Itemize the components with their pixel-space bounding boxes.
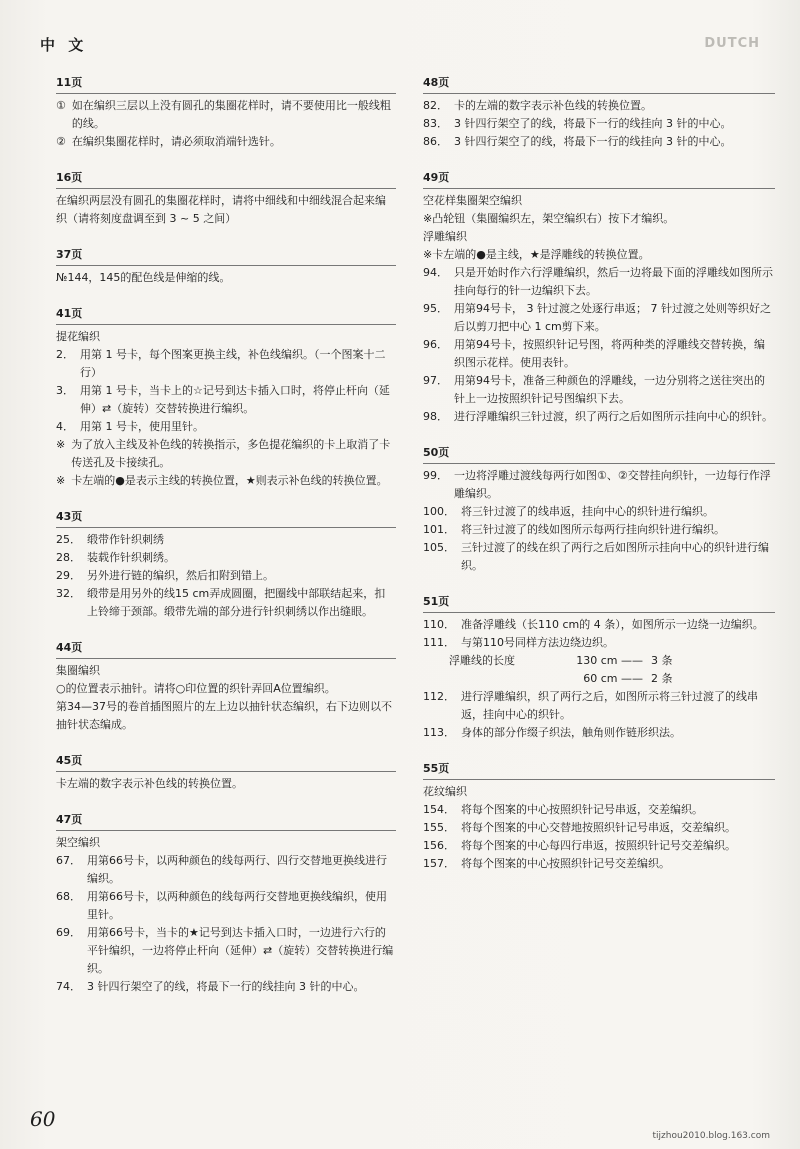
thread-length-row: [443, 670, 775, 688]
instruction-line: [56, 852, 396, 888]
instruction-line: [423, 115, 775, 133]
item-text: 用第66号卡，以两种颜色的线每两行、四行交替地更换线进行编织。: [87, 854, 387, 885]
left-column: [56, 74, 396, 1014]
instruction-line: [423, 372, 775, 408]
item-text: 浮雕编织: [423, 230, 467, 243]
instruction-line: [423, 408, 775, 426]
thread-length-label: 浮雕线的长度: [449, 654, 515, 667]
item-text: 用第94号卡， 3 针过渡之处逐行串返； 7 针过渡之处则等织好之后以剪刀把中心 1 cm剪下来。: [454, 302, 771, 333]
page-section: [56, 74, 396, 151]
item-text: 进行浮雕编织三针过渡，织了两行之后如图所示挂向中心的织针。: [454, 410, 773, 423]
right-column: [423, 74, 775, 891]
item-number: ※: [56, 474, 66, 487]
item-text: 用第 1 号卡，当卡上的☆记号到达卡插入口时，将停止杆向（延伸）⇄（旋转）交替转换进行编织。: [80, 384, 390, 415]
instruction-line: [56, 436, 396, 472]
instruction-line: [423, 210, 775, 228]
item-number: ①: [56, 99, 66, 112]
instruction-line: [56, 834, 396, 852]
item-number: 67．: [56, 854, 81, 867]
item-text: 进行浮雕编织，织了两行之后，如图所示将三针过渡了的线串返，挂向中心的织针。: [461, 690, 758, 721]
item-text: 与第110号同样方法边绕边织。: [461, 636, 614, 649]
item-text: 架空编织: [56, 836, 100, 849]
instruction-line: [423, 724, 775, 742]
item-text: 将三针过渡了的线如图所示每两行挂向织针进行编织。: [461, 523, 725, 536]
item-text: 花纹编织: [423, 785, 467, 798]
item-number: ②: [56, 135, 66, 148]
item-text: 为了放入主线及补色线的转换指示，多色提花编织的卡上取消了卡传送孔及卡接续孔。: [71, 438, 391, 469]
instruction-line: [423, 133, 775, 151]
blog-watermark: tijzhou2010.blog.163.com: [652, 1131, 770, 1141]
instruction-line: [56, 585, 396, 621]
item-text: 3 针四行架空了的线，将最下一行的线挂向 3 针的中心。: [87, 980, 365, 993]
instruction-line: [56, 978, 396, 996]
item-text: ○的位置表示抽针。请将○印位置的织针弄回A位置编织。: [56, 682, 336, 695]
instruction-line: [423, 246, 775, 264]
section-page-heading: 37页: [56, 246, 396, 266]
item-number: ※: [56, 438, 66, 451]
item-number: 4．: [56, 420, 74, 433]
item-number: 94．: [423, 266, 448, 279]
section-page-heading: 55页: [423, 760, 775, 780]
instruction-line: [423, 783, 775, 801]
instruction-line: [423, 837, 775, 855]
section-page-heading: 45页: [56, 752, 396, 772]
instruction-line: [56, 192, 396, 228]
page-section: [423, 169, 775, 426]
item-number: 105．: [423, 541, 455, 554]
section-page-heading: 48页: [423, 74, 775, 94]
instruction-line: [423, 503, 775, 521]
instruction-line: [423, 819, 775, 837]
item-text: 将每个图案的中心按照织针记号交差编织。: [461, 857, 670, 870]
instruction-line: [423, 264, 775, 300]
item-text: 3 针四行架空了的线，将最下一行的线挂向 3 针的中心。: [454, 135, 732, 148]
item-text: 在编织两层没有圆孔的集圈花样时，请将中细线和中细线混合起来编织（请将刻度盘调至到 3 ~ 5 之间）: [56, 194, 386, 225]
section-page-heading: 49页: [423, 169, 775, 189]
item-number: 32．: [56, 587, 81, 600]
instruction-line: [423, 801, 775, 819]
instruction-line: [56, 346, 396, 382]
item-number: 29．: [56, 569, 81, 582]
item-number: 96．: [423, 338, 448, 351]
item-text: №144，145的配色线是伸缩的线。: [56, 271, 231, 284]
section-page-heading: 41页: [56, 305, 396, 325]
item-text: 将三针过渡了的线串返，挂向中心的织针进行编织。: [461, 505, 714, 518]
item-text: 用第94号卡，按照织针记号图，将两种类的浮雕线交替转换，编织图示花样。使用表针。: [454, 338, 765, 369]
item-text: 在编织集圈花样时，请必须取消端针选针。: [71, 135, 281, 148]
instruction-line: [56, 662, 396, 680]
instruction-line: [423, 336, 775, 372]
thread-count: 2 条: [651, 672, 673, 685]
item-number: 157．: [423, 857, 455, 870]
item-text: 缎带作针织刺绣: [87, 533, 164, 546]
page-section: [56, 752, 396, 793]
thread-count: 3 条: [651, 654, 673, 667]
item-text: 用第66号卡，当卡的★记号到达卡插入口时，一边进行六行的平针编织，一边将停止杆向（延伸）⇄（旋转）交替转换进行编织。: [87, 926, 394, 975]
instruction-line: [56, 924, 396, 978]
item-number: 28．: [56, 551, 81, 564]
bleed-through-heading: DUTCH: [704, 36, 760, 51]
instruction-line: [423, 192, 775, 210]
item-text: 一边将浮雕过渡线每两行如图①、②交替挂向织针，一边每行作浮雕编织。: [454, 469, 771, 500]
instruction-line: [423, 616, 775, 634]
instruction-line: [423, 300, 775, 336]
page-section: [56, 508, 396, 621]
thread-length-value: 60 cm ——: [583, 672, 643, 685]
item-text: ※凸轮钮（集圈编织左，架空编织右）按下才编织。: [423, 212, 675, 225]
section-page-heading: 11页: [56, 74, 396, 94]
instruction-line: [56, 328, 396, 346]
item-text: 提花编织: [56, 330, 100, 343]
item-text: 身体的部分作缀子织法，触角则作链形织法。: [461, 726, 681, 739]
section-page-heading: 16页: [56, 169, 396, 189]
item-number: 112．: [423, 690, 455, 703]
item-number: 82．: [423, 99, 448, 112]
item-text: 用第 1 号卡，使用里针。: [80, 420, 204, 433]
instruction-line: [56, 680, 396, 698]
item-number: 99．: [423, 469, 448, 482]
instruction-line: [56, 698, 396, 734]
item-text: 另外进行链的编织，然后扣附到错上。: [87, 569, 274, 582]
item-text: 卡的左端的数字表示补色线的转换位置。: [454, 99, 652, 112]
item-number: 154．: [423, 803, 455, 816]
page-language-title: 中 文: [40, 36, 88, 54]
item-number: 156．: [423, 839, 455, 852]
page-section: [56, 305, 396, 490]
item-number: 110．: [423, 618, 455, 631]
item-text: 准备浮雕线（长110 cm的 4 条），如图所示一边绕一边编织。: [461, 618, 764, 631]
instruction-line: [56, 418, 396, 436]
instruction-line: [56, 531, 396, 549]
instruction-line: [56, 97, 396, 133]
page-section: [56, 639, 396, 734]
instruction-line: [56, 775, 396, 793]
item-number: 3．: [56, 384, 74, 397]
item-text: 卡左端的●是表示主线的转换位置，★则表示补色线的转换位置。: [71, 474, 388, 487]
item-text: 只是开始时作六行浮雕编织，然后一边将最下面的浮雕线如图所示挂向每行的针一边编织下去。: [454, 266, 773, 297]
item-number: 100．: [423, 505, 455, 518]
item-text: 集圈编织: [56, 664, 100, 677]
page-section: [423, 593, 775, 742]
item-text: 第34—37号的卷首插图照片的左上边以抽针状态编织，右下边则以不抽针状态编成。: [56, 700, 392, 731]
instruction-line: [423, 634, 775, 652]
page-number: 60: [30, 1107, 56, 1131]
item-text: 将每个图案的中心每四行串返，按照织针记号交差编织。: [461, 839, 736, 852]
instruction-line: [56, 888, 396, 924]
item-number: 68．: [56, 890, 81, 903]
thread-length-table: [423, 652, 775, 688]
thread-length-value: 130 cm ——: [576, 654, 643, 667]
item-number: 155．: [423, 821, 455, 834]
thread-length-label: [449, 670, 543, 688]
item-text: 用第94号卡，准备三种颜色的浮雕线，一边分别将之送往突出的针上一边按照织针记号图编织下去。: [454, 374, 765, 405]
instruction-line: [56, 567, 396, 585]
instruction-line: [423, 688, 775, 724]
page-section: [56, 246, 396, 287]
page-section: [56, 169, 396, 228]
instruction-line: [423, 521, 775, 539]
item-number: 95．: [423, 302, 448, 315]
item-text: 用第66号卡，以两种颜色的线每两行交替地更换线编织，使用里针。: [87, 890, 387, 921]
page-section: [56, 811, 396, 996]
section-page-heading: 43页: [56, 508, 396, 528]
item-number: 98．: [423, 410, 448, 423]
item-number: 111．: [423, 636, 455, 649]
item-text: 缎带是用另外的线15 cm弄成圆圈，把圈线中部联结起来，扣上铃缔于颈部。缎带先端的部分进行针织刺绣以作出缝眼。: [87, 587, 386, 618]
instruction-line: [423, 97, 775, 115]
page-section: [423, 760, 775, 873]
section-page-heading: 44页: [56, 639, 396, 659]
item-number: 83．: [423, 117, 448, 130]
item-text: 卡左端的数字表示补色线的转换位置。: [56, 777, 243, 790]
instruction-line: [56, 472, 396, 490]
item-text: 三针过渡了的线在织了两行之后如图所示挂向中心的织针进行编织。: [461, 541, 769, 572]
instruction-line: [56, 382, 396, 418]
page-section: [423, 74, 775, 151]
item-text: 用第 1 号卡，每个图案更换主线，补色线编织。（一个图案十二行）: [80, 348, 386, 379]
section-page-heading: 51页: [423, 593, 775, 613]
item-number: 113．: [423, 726, 455, 739]
item-number: 2．: [56, 348, 74, 361]
instruction-line: [423, 467, 775, 503]
item-text: 3 针四行架空了的线，将最下一行的线挂向 3 针的中心。: [454, 117, 732, 130]
instruction-line: [423, 539, 775, 575]
instruction-line: [56, 269, 396, 287]
section-page-heading: 50页: [423, 444, 775, 464]
item-text: 如在编织三层以上没有圆孔的集圈花样时，请不要使用比一般线粗的线。: [71, 99, 391, 130]
page-section: [423, 444, 775, 575]
item-number: 74．: [56, 980, 81, 993]
item-text: 空花样集圈架空编织: [423, 194, 522, 207]
item-text: 将每个图案的中心交替地按照织针记号串返，交差编织。: [461, 821, 736, 834]
item-number: 97．: [423, 374, 448, 387]
instruction-line: [423, 855, 775, 873]
item-number: 86．: [423, 135, 448, 148]
section-page-heading: 47页: [56, 811, 396, 831]
instruction-line: [56, 133, 396, 151]
item-number: 25．: [56, 533, 81, 546]
item-number: 101．: [423, 523, 455, 536]
item-text: 装载作针织刺绣。: [87, 551, 175, 564]
instruction-line: [423, 228, 775, 246]
instruction-line: [56, 549, 396, 567]
item-text: 将每个图案的中心按照织针记号串返，交差编织。: [461, 803, 703, 816]
thread-length-row: [443, 652, 775, 670]
item-text: ※卡左端的●是主线，★是浮雕线的转换位置。: [423, 248, 650, 261]
item-number: 69．: [56, 926, 81, 939]
